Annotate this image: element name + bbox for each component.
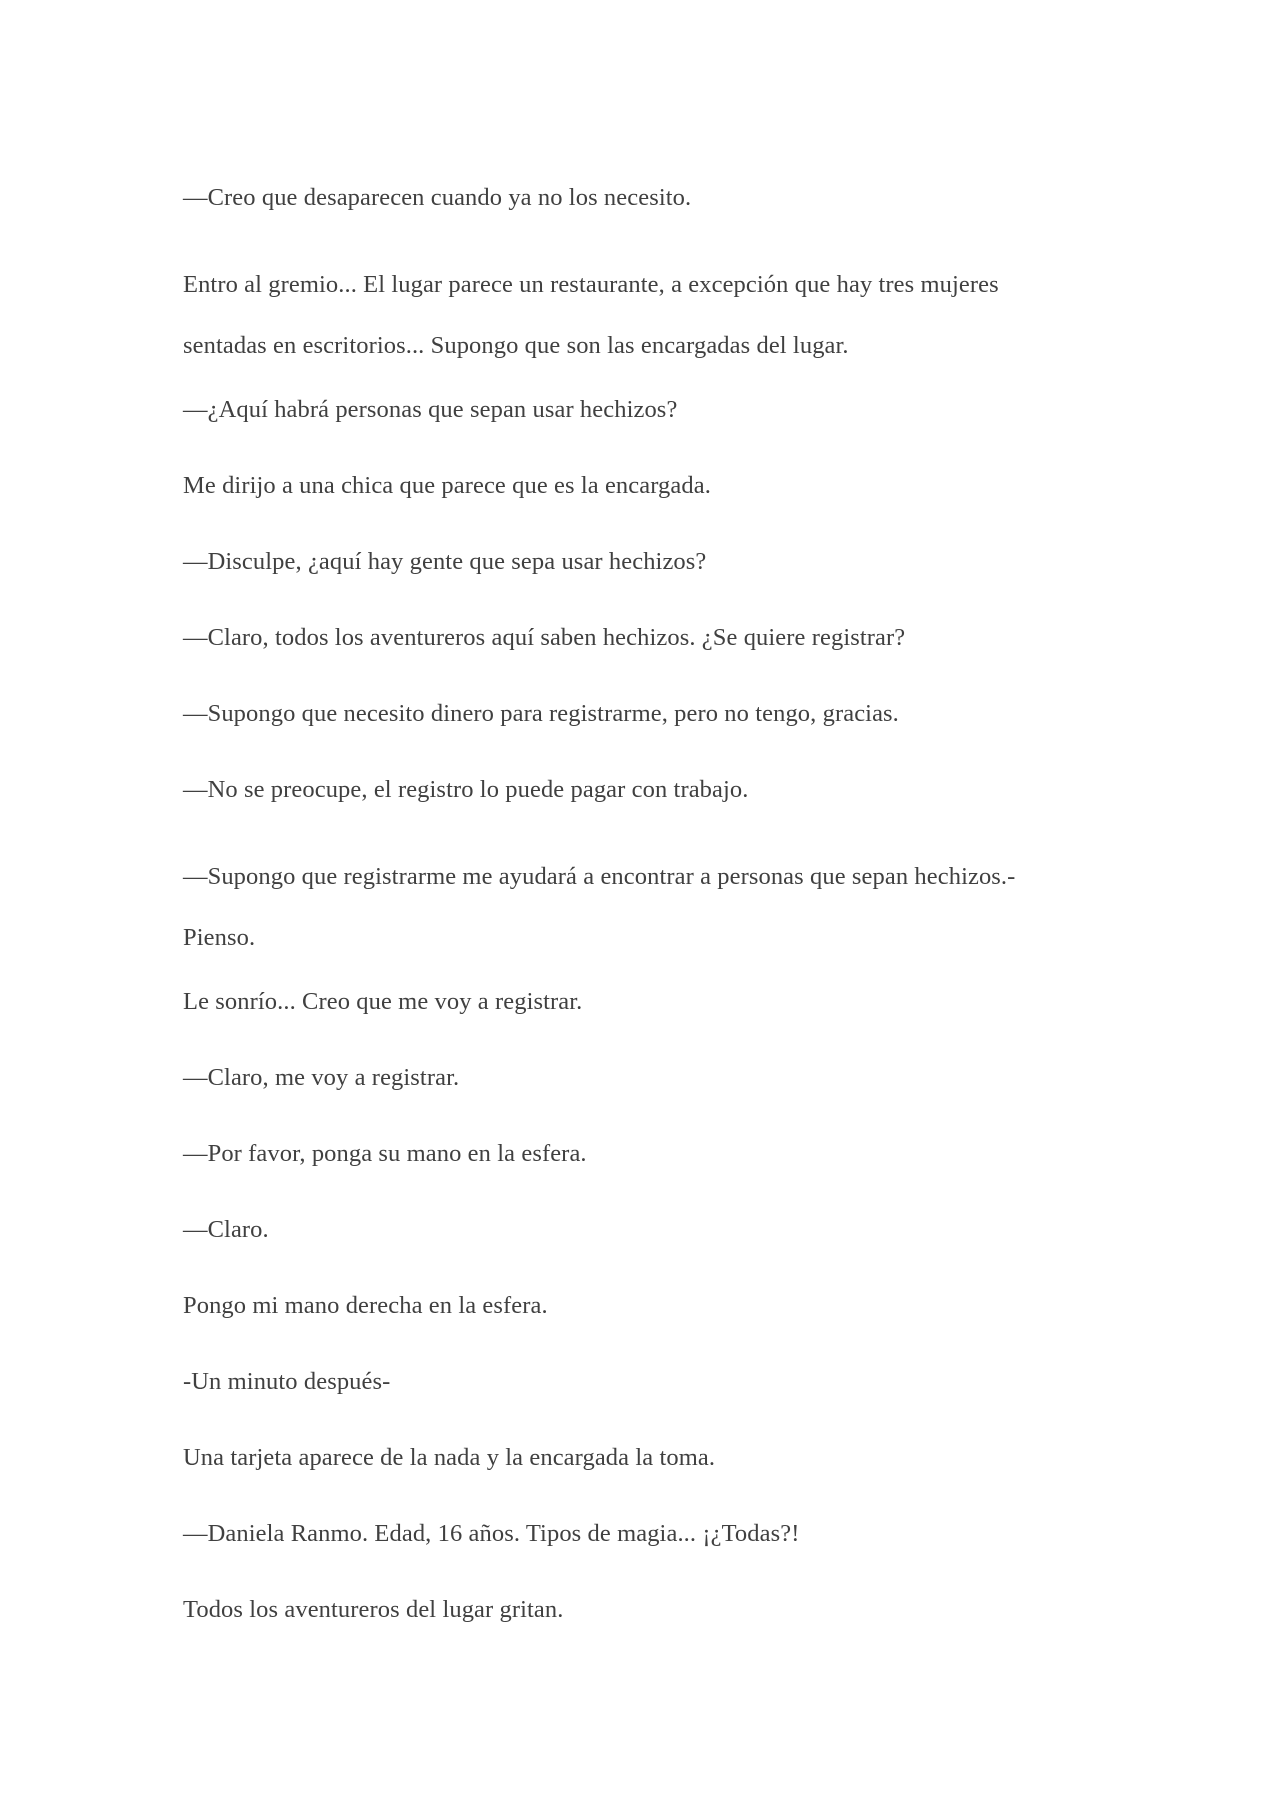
paragraph: —Daniela Ranmo. Edad, 16 años. Tipos de magia... ¡¿Todas?! [183,1520,800,1547]
paragraph: —¿Aquí habrá personas que sepan usar hechizos? [183,396,678,423]
paragraph: —Por favor, ponga su mano en la esfera. [183,1140,587,1167]
paragraph: —Supongo que necesito dinero para registrarme, pero no tengo, gracias. [183,700,899,727]
paragraph: Pongo mi mano derecha en la esfera. [183,1292,548,1319]
paragraph: —Claro. [183,1216,269,1243]
paragraph: -Un minuto después- [183,1368,391,1395]
paragraph: —Supongo que registrarme me ayudará a encontrar a personas que sepan hechizos.- Pienso. [183,863,1016,951]
paragraph: Una tarjeta aparece de la nada y la encargada la toma. [183,1444,716,1471]
paragraph: Me dirijo a una chica que parece que es la encargada. [183,472,711,499]
paragraph: —Claro, todos los aventureros aquí saben hechizos. ¿Se quiere registrar? [183,624,906,651]
paragraph: —Disculpe, ¿aquí hay gente que sepa usar hechizos? [183,548,707,575]
paragraph: —Claro, me voy a registrar. [183,1064,460,1091]
paragraph: Le sonrío... Creo que me voy a registrar. [183,988,583,1015]
paragraph: Todos los aventureros del lugar gritan. [183,1596,564,1623]
paragraph: —No se preocupe, el registro lo puede pagar con trabajo. [183,776,749,803]
body-text [183,178,1083,1666]
paragraph: Entro al gremio... El lugar parece un restaurante, a excepción que hay tres mujeres sentadas en escritorios... Supongo que son las encargadas del lugar. [183,271,999,359]
paragraph: —Creo que desaparecen cuando ya no los necesito. [183,184,692,211]
